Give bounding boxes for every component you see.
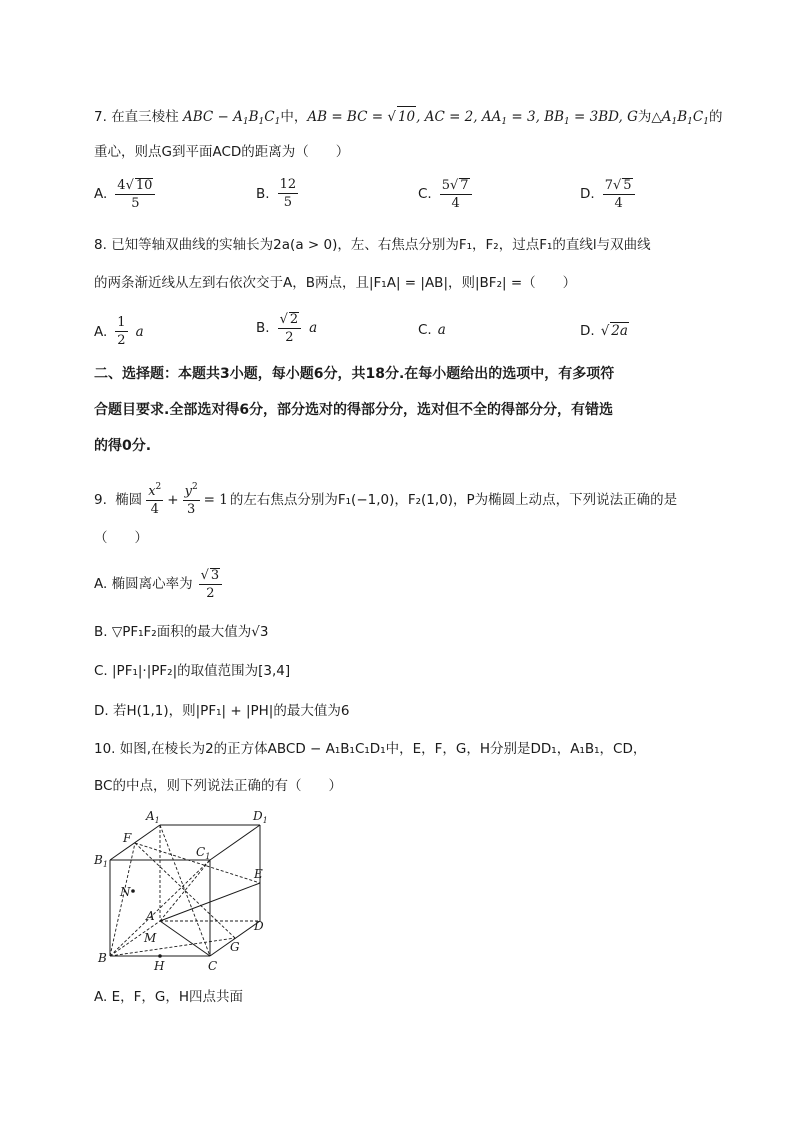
q7-line1: 7. 在直三棱柱 ABC − $A_1B_1C_1$中，AB = BC = √ 10, AC = 2, $AA_1 = 3$, $BB_1 = 3BD$, G为$\triangle A_1B_1C_1$的 [94,106,722,132]
q9-option-d[interactable]: D. 若H(1,1)，则|PF₁| + |PH|的最大值为6 [94,703,350,719]
q10-option-a[interactable]: A. E，F，G，H四点共面 [94,989,243,1005]
cube-diagram [90,808,280,978]
edge-c1-d1 [210,825,260,860]
q8-line1: 8. 已知等轴双曲线的实轴长为2a(a > 0)，左、右焦点分别为F₁，F₂，过点F₁的直线l与双曲线 [94,237,651,253]
label-n: N [120,885,131,899]
label-c1: $C_1$ [196,845,211,861]
label-a1: $A_1$ [146,809,160,825]
q7-option-b[interactable]: B. $\frac{12}{5}$ [256,177,297,210]
q7-option-c[interactable]: C. $\frac{5√ 7}{4}$ [418,178,474,210]
label-h: H [154,959,165,973]
q7-option-a[interactable]: A. $\frac{4√ 10}{5}$ [94,178,157,210]
q8-option-b[interactable]: B. $\frac{√ 2}{2}$ a [256,312,318,345]
section2-line2: 合题目要求.全部选对得6分，部分选对的得部分分，选对但不全的得部分分，有错选 [94,402,614,418]
section2-line1: 二、选择题：本题共3小题，每小题6分，共18分.在每小题给出的选项中，有多项符 [94,366,615,382]
q7-line2: 重心，则点G到平面ACD的距离为（ ） [94,144,350,160]
q7-option-d[interactable]: D. $\frac{7√ 5}{4}$ [580,178,637,210]
q8-line2: 的两条渐近线从左到右依次交于A，B两点，且|F₁A| = |AB|，则|BF₂| =（ ） [94,275,577,291]
label-d: D [254,919,264,933]
q9-line1: 9. 椭圆 $\frac{x^2}{4}$ + $\frac{y^2}{3}$ = 1 的左右焦点分别为F₁(−1,0)，F₂(1,0)，P为椭圆上动点，下列说法正确的是 [94,482,678,517]
point-h [158,954,162,958]
q9-option-c[interactable]: C. |PF₁|·|PF₂|的取值范围为[3,4] [94,663,291,679]
q10-line2: BC的中点，则下列说法正确的有（ ） [94,778,342,794]
q9-line2: （ ） [94,530,148,546]
segment-a-c [160,921,210,956]
label-e: E [254,867,263,881]
q9-option-a[interactable]: A. 椭圆离心率为 $\frac{√ 3}{2}$ [94,568,224,600]
segment-b-g [110,938,235,956]
label-f: F [123,831,132,845]
q8-option-a[interactable]: A. $\frac{1}{2}$ a [94,315,144,348]
label-b1: $B_1$ [94,853,108,869]
label-m: M [144,931,157,945]
label-b: B [98,951,107,965]
point-n [131,889,135,893]
label-a: A [146,909,155,923]
edge-b1-a1 [110,825,160,860]
q8-option-c[interactable]: C. a [418,322,446,338]
q10-line1: 10. 如图,在棱长为2的正方体ABCD − A₁B₁C₁D₁中，E，F，G，H分别是DD₁，A₁B₁，CD， [94,741,647,757]
label-g: G [230,940,240,954]
q9-option-b[interactable]: B. ▽PF₁F₂面积的最大值为√3 [94,624,269,640]
label-c: C [208,959,218,973]
label-d1: $D_1$ [253,809,268,825]
q8-option-d[interactable]: D. √ 2a [580,322,628,339]
section2-line3: 的得0分. [94,438,152,454]
